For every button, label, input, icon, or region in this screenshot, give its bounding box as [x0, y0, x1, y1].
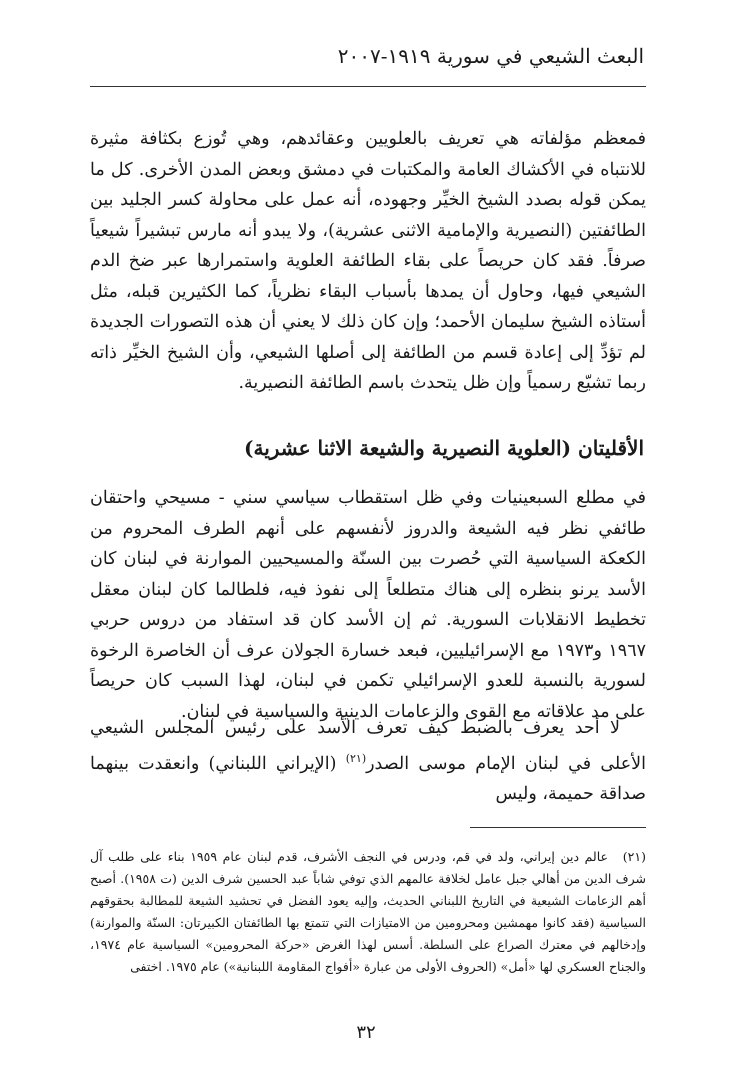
footnote-text: عالم دين إيراني، ولد في قم، ودرس في النجف الأشرف، قدم لبنان عام ١٩٥٩ بناء على طلب آل شرف الدين من أهالي جبل عامل لخلافة عالمهم الذي توفي شاباً عبد الحسين شرف الدين (ت ١٩٥٨). أصبح أهم الزعامات الشيعية في التاريخ اللبناني الحديث، وإليه يعود الفضل في تحشيد الشيعة للمطالبة بحقوقهم السياسية (فقد كانوا مهمشين ومحرومين من الامتيازات التي تتمتع بها الطائفتان الكبيرتان: السنّة والموارنة) وإدخالهم في معترك الصراع على السلطة. أسس لهذا الغرض «حركة المحرومين» السياسية عام ١٩٧٤، والجناح العسكري لها «أمل» (الحروف الأولى من عبارة «أفواج المقاومة اللبنانية») عام ١٩٧٥. اختفى [90, 849, 646, 974]
paragraph-3-text-a: لا أحد يعرف بالضبط كيف تعرف الأسد على رئيس المجلس الشيعي الأعلى في لبنان الإمام موسى الصدر [90, 718, 646, 774]
footnote-reference[interactable]: (٢١) [345, 751, 367, 765]
paragraph-1: فمعظم مؤلفاته هي تعريف بالعلويين وعقائدهم، وهي تُوزع بكثافة مثيرة للانتباه في الأكشاك العامة والمكتبات في دمشق وبعض المدن الأخرى. كل ما يمكن قوله بصدد الشيخ الخيِّر وجهوده، أنه عمل على محاولة كسر الجليد بين الطائفتين (النصيرية والإمامية الاثنى عشرية)، ولا يبدو أنه مارس تبشيراً شيعياً صرفاً. فقد كان حريصاً على بقاء الطائفة العلوية واستمرارها عبر ضخ الدم الشيعي فيها، وحاول أن يمدها بأسباب البقاء نظرياً، كما الكثيرين قبله، مثل أستاذه الشيخ سليمان الأحمد؛ وإن كان ذلك لا يعني أن هذه التصورات الجديدة لم تؤدِّ إلى إعادة قسم من الطائفة إلى أصلها الشيعي، وأن الشيخ الخيِّر ذاته ربما تشيّع رسمياً وإن ظل يتحدث باسم الطائفة النصيرية. [90, 129, 646, 393]
header-divider [90, 86, 646, 87]
page-number: ٣٢ [356, 1022, 376, 1043]
running-head-title: البعث الشيعي في سورية ١٩١٩-٢٠٠٧ [337, 44, 644, 68]
paragraph-3 [90, 713, 646, 809]
paragraph-3-text-b: (الإيراني اللبناني) وانعقدت بينهما صداقة حميمة، وليس [90, 753, 646, 804]
footnote-number: (٢١) [622, 849, 646, 864]
footnote [90, 846, 646, 978]
footnote-divider [470, 827, 646, 828]
section-heading: الأقليتان (العلوية النصيرية والشيعة الاثنا عشرية) [244, 436, 644, 460]
paragraph-2: في مطلع السبعينيات وفي ظل استقطاب سياسي سني - مسيحي واحتقان طائفي نظر فيه الشيعة والدروز لأنفسهم على أنهم الطرف المحروم من الكعكة السياسية التي حُصرت بين السنّة والمسيحيين الموارنة في لبنان كان الأسد يرنو بنظره إلى هناك متطلعاً إلى نفوذ فيه، فلطالما كان لبنان معقل تخطيط الانقلابات السورية. ثم إن الأسد كان قد استفاد من دروس حربي ١٩٦٧ و١٩٧٣ مع الإسرائيليين، فبعد خسارة الجولان عرف أن الخاصرة الرخوة لسورية بالنسبة للعدو الإسرائيلي تكمن في لبنان، لهذا السبب كان حريصاً على مد علاقاته مع القوى والزعامات الدينية والسياسية في لبنان. [90, 488, 647, 722]
